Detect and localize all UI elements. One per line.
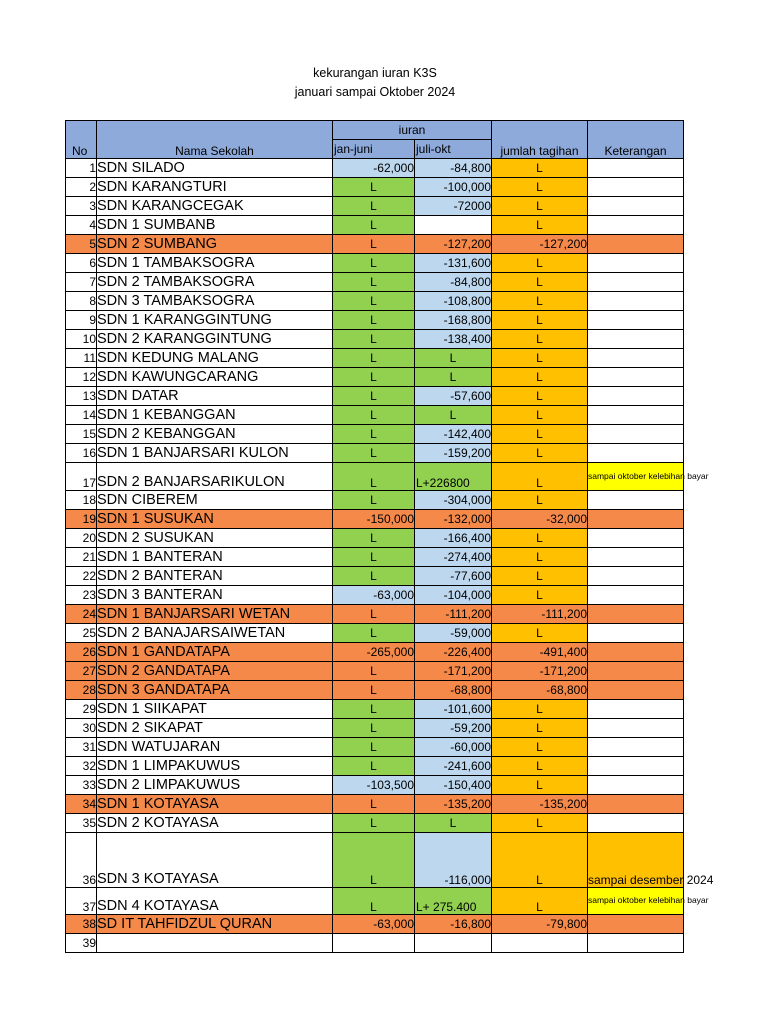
jan-juni-cell: L <box>333 406 415 425</box>
jumlah-tagihan-cell: L <box>492 833 588 888</box>
jan-juni-cell: -265,000 <box>333 643 415 662</box>
jumlah-tagihan-cell: L <box>492 406 588 425</box>
row-number: 21 <box>66 548 97 567</box>
row-number: 26 <box>66 643 97 662</box>
school-name: SDN 1 TAMBAKSOGRA <box>97 254 333 273</box>
school-name: SDN KEDUNG MALANG <box>97 349 333 368</box>
table-row <box>66 681 684 700</box>
jan-juni-cell: L <box>333 757 415 776</box>
jan-juni-cell: L <box>333 567 415 586</box>
table-row <box>66 463 684 491</box>
jumlah-tagihan-cell: L <box>492 491 588 510</box>
juli-okt-cell: -59,000 <box>415 624 492 643</box>
table-row <box>66 254 684 273</box>
table-row <box>66 719 684 738</box>
school-name: SDN 2 KOTAYASA <box>97 814 333 833</box>
school-name: SDN SILADO <box>97 159 333 178</box>
school-name: SDN 1 KARANGGINTUNG <box>97 311 333 330</box>
juli-okt-cell: -226,400 <box>415 643 492 662</box>
school-name: SDN 2 BANAJARSAIWETAN <box>97 624 333 643</box>
keterangan-cell <box>588 510 684 529</box>
jumlah-tagihan-cell: -79,800 <box>492 915 588 934</box>
keterangan-cell: sampai oktober kelebihan bayar <box>588 888 684 915</box>
juli-okt-cell: -104,000 <box>415 586 492 605</box>
juli-okt-cell: -241,600 <box>415 757 492 776</box>
school-name: SDN 1 SIIKAPAT <box>97 700 333 719</box>
header-nama-sekolah: Nama Sekolah <box>97 121 333 159</box>
keterangan-cell <box>588 159 684 178</box>
jan-juni-cell: L <box>333 662 415 681</box>
jan-juni-cell: L <box>333 330 415 349</box>
juli-okt-cell: -138,400 <box>415 330 492 349</box>
jumlah-tagihan-cell: L <box>492 719 588 738</box>
school-name: SDN 2 TAMBAKSOGRA <box>97 273 333 292</box>
juli-okt-cell <box>415 934 492 953</box>
table-row <box>66 548 684 567</box>
header-no: No <box>66 121 97 159</box>
juli-okt-cell: -116,000 <box>415 833 492 888</box>
keterangan-cell <box>588 624 684 643</box>
jumlah-tagihan-cell: L <box>492 368 588 387</box>
keterangan-cell <box>588 529 684 548</box>
jumlah-tagihan-cell: L <box>492 463 588 491</box>
row-number: 19 <box>66 510 97 529</box>
row-number: 23 <box>66 586 97 605</box>
row-number: 20 <box>66 529 97 548</box>
keterangan-cell <box>588 586 684 605</box>
juli-okt-cell: -168,800 <box>415 311 492 330</box>
school-name: SDN 1 KEBANGGAN <box>97 406 333 425</box>
table-row <box>66 216 684 235</box>
jumlah-tagihan-cell: -171,200 <box>492 662 588 681</box>
juli-okt-cell: -304,000 <box>415 491 492 510</box>
school-name: SDN CIBEREM <box>97 491 333 510</box>
table-row <box>66 273 684 292</box>
row-number: 33 <box>66 776 97 795</box>
table-row <box>66 776 684 795</box>
jumlah-tagihan-cell: L <box>492 700 588 719</box>
jumlah-tagihan-cell: L <box>492 254 588 273</box>
table-row <box>66 178 684 197</box>
school-name: SDN 2 GANDATAPA <box>97 662 333 681</box>
row-number: 25 <box>66 624 97 643</box>
school-name: SDN 1 SUSUKAN <box>97 510 333 529</box>
keterangan-cell <box>588 934 684 953</box>
juli-okt-cell: -84,800 <box>415 273 492 292</box>
row-number: 3 <box>66 197 97 216</box>
table-row <box>66 349 684 368</box>
juli-okt-cell: -16,800 <box>415 915 492 934</box>
table-row <box>66 491 684 510</box>
table-row <box>66 368 684 387</box>
table-row <box>66 934 684 953</box>
keterangan-cell <box>588 814 684 833</box>
table-row <box>66 510 684 529</box>
row-number: 16 <box>66 444 97 463</box>
juli-okt-cell: L+ 275.400 <box>415 888 492 915</box>
keterangan-cell <box>588 491 684 510</box>
school-name: SDN 3 BANTERAN <box>97 586 333 605</box>
jan-juni-cell: L <box>333 444 415 463</box>
school-name: SDN 2 KARANGGINTUNG <box>97 330 333 349</box>
row-number: 7 <box>66 273 97 292</box>
juli-okt-cell: -111,200 <box>415 605 492 624</box>
table-row <box>66 624 684 643</box>
school-name: SDN 3 TAMBAKSOGRA <box>97 292 333 311</box>
table-row <box>66 406 684 425</box>
table-row <box>66 700 684 719</box>
jan-juni-cell: L <box>333 624 415 643</box>
jumlah-tagihan-cell: L <box>492 776 588 795</box>
table-row <box>66 330 684 349</box>
keterangan-cell <box>588 406 684 425</box>
row-number: 5 <box>66 235 97 254</box>
row-number: 1 <box>66 159 97 178</box>
school-name: SDN 1 SUMBANB <box>97 216 333 235</box>
row-number: 35 <box>66 814 97 833</box>
table-row <box>66 915 684 934</box>
row-number: 17 <box>66 463 97 491</box>
row-number: 24 <box>66 605 97 624</box>
row-number: 22 <box>66 567 97 586</box>
juli-okt-cell: -68,800 <box>415 681 492 700</box>
row-number: 31 <box>66 738 97 757</box>
jumlah-tagihan-cell: L <box>492 292 588 311</box>
row-number: 11 <box>66 349 97 368</box>
jumlah-tagihan-cell: L <box>492 548 588 567</box>
juli-okt-cell: -135,200 <box>415 795 492 814</box>
keterangan-cell <box>588 719 684 738</box>
keterangan-cell <box>588 311 684 330</box>
table-row <box>66 159 684 178</box>
jan-juni-cell: L <box>333 349 415 368</box>
keterangan-cell <box>588 567 684 586</box>
header-keterangan: Keterangan <box>588 121 684 159</box>
table-row <box>66 311 684 330</box>
row-number: 14 <box>66 406 97 425</box>
juli-okt-cell: -59,200 <box>415 719 492 738</box>
juli-okt-cell: -77,600 <box>415 567 492 586</box>
jan-juni-cell: L <box>333 368 415 387</box>
table-row <box>66 795 684 814</box>
jumlah-tagihan-cell: L <box>492 387 588 406</box>
jan-juni-cell: L <box>333 491 415 510</box>
row-number: 2 <box>66 178 97 197</box>
jan-juni-cell: L <box>333 254 415 273</box>
juli-okt-cell: -171,200 <box>415 662 492 681</box>
jan-juni-cell: L <box>333 292 415 311</box>
school-name: SDN 1 BANTERAN <box>97 548 333 567</box>
school-name: SDN 1 LIMPAKUWUS <box>97 757 333 776</box>
jan-juni-cell <box>333 934 415 953</box>
row-number: 27 <box>66 662 97 681</box>
jumlah-tagihan-cell: -491,400 <box>492 643 588 662</box>
keterangan-cell: sampai oktober kelebihan bayar <box>588 463 684 491</box>
jan-juni-cell: L <box>333 425 415 444</box>
school-name: SDN KARANGCEGAK <box>97 197 333 216</box>
juli-okt-cell: -108,800 <box>415 292 492 311</box>
school-name <box>97 934 333 953</box>
row-number: 4 <box>66 216 97 235</box>
jan-juni-cell: L <box>333 178 415 197</box>
header-jan-juni: jan-juni <box>333 140 415 159</box>
juli-okt-cell: -101,600 <box>415 700 492 719</box>
keterangan-cell <box>588 681 684 700</box>
jumlah-tagihan-cell: L <box>492 197 588 216</box>
jumlah-tagihan-cell: L <box>492 178 588 197</box>
jumlah-tagihan-cell: L <box>492 529 588 548</box>
keterangan-cell <box>588 700 684 719</box>
jan-juni-cell: L <box>333 235 415 254</box>
row-number: 6 <box>66 254 97 273</box>
school-name: SDN 2 BANTERAN <box>97 567 333 586</box>
jumlah-tagihan-cell: -135,200 <box>492 795 588 814</box>
keterangan-cell: sampai desember 2024 <box>588 833 684 888</box>
juli-okt-cell: -131,600 <box>415 254 492 273</box>
table-row <box>66 738 684 757</box>
header-iuran: iuran <box>333 121 492 140</box>
jumlah-tagihan-cell: L <box>492 888 588 915</box>
keterangan-cell <box>588 738 684 757</box>
row-number: 12 <box>66 368 97 387</box>
table-row <box>66 292 684 311</box>
school-name: SDN 2 BANJARSARIKULON <box>97 463 333 491</box>
jumlah-tagihan-cell: -32,000 <box>492 510 588 529</box>
table-row <box>66 643 684 662</box>
keterangan-cell <box>588 757 684 776</box>
school-name: SDN 3 GANDATAPA <box>97 681 333 700</box>
school-name: SDN 1 KOTAYASA <box>97 795 333 814</box>
row-number: 32 <box>66 757 97 776</box>
sheet-title: kekurangan iuran K3S <box>313 66 437 80</box>
juli-okt-cell: L <box>415 349 492 368</box>
row-number: 9 <box>66 311 97 330</box>
keterangan-cell <box>588 292 684 311</box>
keterangan-cell <box>588 273 684 292</box>
jan-juni-cell: L <box>333 387 415 406</box>
row-number: 15 <box>66 425 97 444</box>
jumlah-tagihan-cell: L <box>492 349 588 368</box>
row-number: 18 <box>66 491 97 510</box>
keterangan-cell <box>588 349 684 368</box>
school-name: SDN 3 KOTAYASA <box>97 833 333 888</box>
header-juli-okt: juli-okt <box>415 140 492 159</box>
jan-juni-cell: L <box>333 833 415 888</box>
juli-okt-cell: -100,000 <box>415 178 492 197</box>
jan-juni-cell: L <box>333 719 415 738</box>
juli-okt-cell: L <box>415 814 492 833</box>
keterangan-cell <box>588 235 684 254</box>
jumlah-tagihan-cell: L <box>492 330 588 349</box>
juli-okt-cell: -132,000 <box>415 510 492 529</box>
school-name: SDN DATAR <box>97 387 333 406</box>
school-name: SDN 2 SUMBANG <box>97 235 333 254</box>
juli-okt-cell: -57,600 <box>415 387 492 406</box>
jan-juni-cell: L <box>333 700 415 719</box>
juli-okt-cell: -274,400 <box>415 548 492 567</box>
keterangan-cell <box>588 368 684 387</box>
jan-juni-cell: L <box>333 529 415 548</box>
row-number: 28 <box>66 681 97 700</box>
keterangan-cell <box>588 216 684 235</box>
keterangan-cell <box>588 605 684 624</box>
keterangan-cell <box>588 425 684 444</box>
table-row <box>66 567 684 586</box>
jumlah-tagihan-cell: L <box>492 586 588 605</box>
keterangan-cell <box>588 643 684 662</box>
jumlah-tagihan-cell: L <box>492 425 588 444</box>
juli-okt-cell: L <box>415 406 492 425</box>
school-name: SDN KAWUNGCARANG <box>97 368 333 387</box>
juli-okt-cell <box>415 216 492 235</box>
keterangan-cell <box>588 254 684 273</box>
row-number: 29 <box>66 700 97 719</box>
jan-juni-cell: -103,500 <box>333 776 415 795</box>
jumlah-tagihan-cell: -127,200 <box>492 235 588 254</box>
juli-okt-cell: -159,200 <box>415 444 492 463</box>
table-row <box>66 197 684 216</box>
jan-juni-cell: L <box>333 216 415 235</box>
row-number: 30 <box>66 719 97 738</box>
juli-okt-cell: -84,800 <box>415 159 492 178</box>
table-row <box>66 662 684 681</box>
jan-juni-cell: -63,000 <box>333 915 415 934</box>
school-name: SDN 2 LIMPAKUWUS <box>97 776 333 795</box>
keterangan-cell <box>588 548 684 567</box>
juli-okt-cell: -60,000 <box>415 738 492 757</box>
school-name: SDN 2 SIKAPAT <box>97 719 333 738</box>
jumlah-tagihan-cell: L <box>492 814 588 833</box>
keterangan-cell <box>588 178 684 197</box>
jumlah-tagihan-cell: L <box>492 273 588 292</box>
keterangan-cell <box>588 387 684 406</box>
table-row <box>66 605 684 624</box>
table-row <box>66 529 684 548</box>
school-name: SDN 1 GANDATAPA <box>97 643 333 662</box>
table-row <box>66 235 684 254</box>
keterangan-cell <box>588 662 684 681</box>
jan-juni-cell: L <box>333 311 415 330</box>
jan-juni-cell: L <box>333 197 415 216</box>
keterangan-cell <box>588 776 684 795</box>
keterangan-cell <box>588 795 684 814</box>
juli-okt-cell: -72000 <box>415 197 492 216</box>
school-name: SDN KARANGTURI <box>97 178 333 197</box>
row-number: 34 <box>66 795 97 814</box>
jumlah-tagihan-cell: -111,200 <box>492 605 588 624</box>
jan-juni-cell: -62,000 <box>333 159 415 178</box>
jumlah-tagihan-cell: L <box>492 216 588 235</box>
jumlah-tagihan-cell: L <box>492 311 588 330</box>
row-number: 8 <box>66 292 97 311</box>
school-name: SD IT TAHFIDZUL QURAN <box>97 915 333 934</box>
juli-okt-cell: L+226800 <box>415 463 492 491</box>
school-name: SDN 2 SUSUKAN <box>97 529 333 548</box>
row-number: 38 <box>66 915 97 934</box>
jumlah-tagihan-cell: L <box>492 159 588 178</box>
jan-juni-cell: -150,000 <box>333 510 415 529</box>
school-name: SDN WATUJARAN <box>97 738 333 757</box>
row-number: 10 <box>66 330 97 349</box>
juli-okt-cell: -127,200 <box>415 235 492 254</box>
table-row <box>66 814 684 833</box>
row-number: 36 <box>66 833 97 888</box>
table-row <box>66 833 684 888</box>
jumlah-tagihan-cell: -68,800 <box>492 681 588 700</box>
jan-juni-cell: L <box>333 273 415 292</box>
row-number: 39 <box>66 934 97 953</box>
school-name: SDN 2 KEBANGGAN <box>97 425 333 444</box>
jan-juni-cell: L <box>333 605 415 624</box>
table-row <box>66 586 684 605</box>
jumlah-tagihan-cell: L <box>492 738 588 757</box>
school-name: SDN 1 BANJARSARI KULON <box>97 444 333 463</box>
keterangan-cell <box>588 915 684 934</box>
jan-juni-cell: L <box>333 681 415 700</box>
jumlah-tagihan-cell: L <box>492 444 588 463</box>
school-name: SDN 1 BANJARSARI WETAN <box>97 605 333 624</box>
jan-juni-cell: L <box>333 738 415 757</box>
jan-juni-cell: L <box>333 795 415 814</box>
jan-juni-cell: L <box>333 814 415 833</box>
keterangan-cell <box>588 330 684 349</box>
jumlah-tagihan-cell <box>492 934 588 953</box>
row-number: 13 <box>66 387 97 406</box>
header-jumlah-tagihan: jumlah tagihan <box>492 121 588 159</box>
juli-okt-cell: -142,400 <box>415 425 492 444</box>
table-row <box>66 444 684 463</box>
keterangan-cell <box>588 197 684 216</box>
jumlah-tagihan-cell: L <box>492 624 588 643</box>
school-name: SDN 4 KOTAYASA <box>97 888 333 915</box>
sheet-subtitle: januari sampai Oktober 2024 <box>294 85 456 99</box>
juli-okt-cell: L <box>415 368 492 387</box>
keterangan-cell <box>588 444 684 463</box>
jan-juni-cell: L <box>333 548 415 567</box>
row-number: 37 <box>66 888 97 915</box>
jan-juni-cell: L <box>333 888 415 915</box>
juli-okt-cell: -166,400 <box>415 529 492 548</box>
table-row <box>66 425 684 444</box>
jan-juni-cell: L <box>333 463 415 491</box>
juli-okt-cell: -150,400 <box>415 776 492 795</box>
jan-juni-cell: -63,000 <box>333 586 415 605</box>
jumlah-tagihan-cell: L <box>492 567 588 586</box>
jumlah-tagihan-cell: L <box>492 757 588 776</box>
table-row <box>66 757 684 776</box>
table-row <box>66 387 684 406</box>
table-row <box>66 888 684 915</box>
iuran-table <box>65 120 714 953</box>
